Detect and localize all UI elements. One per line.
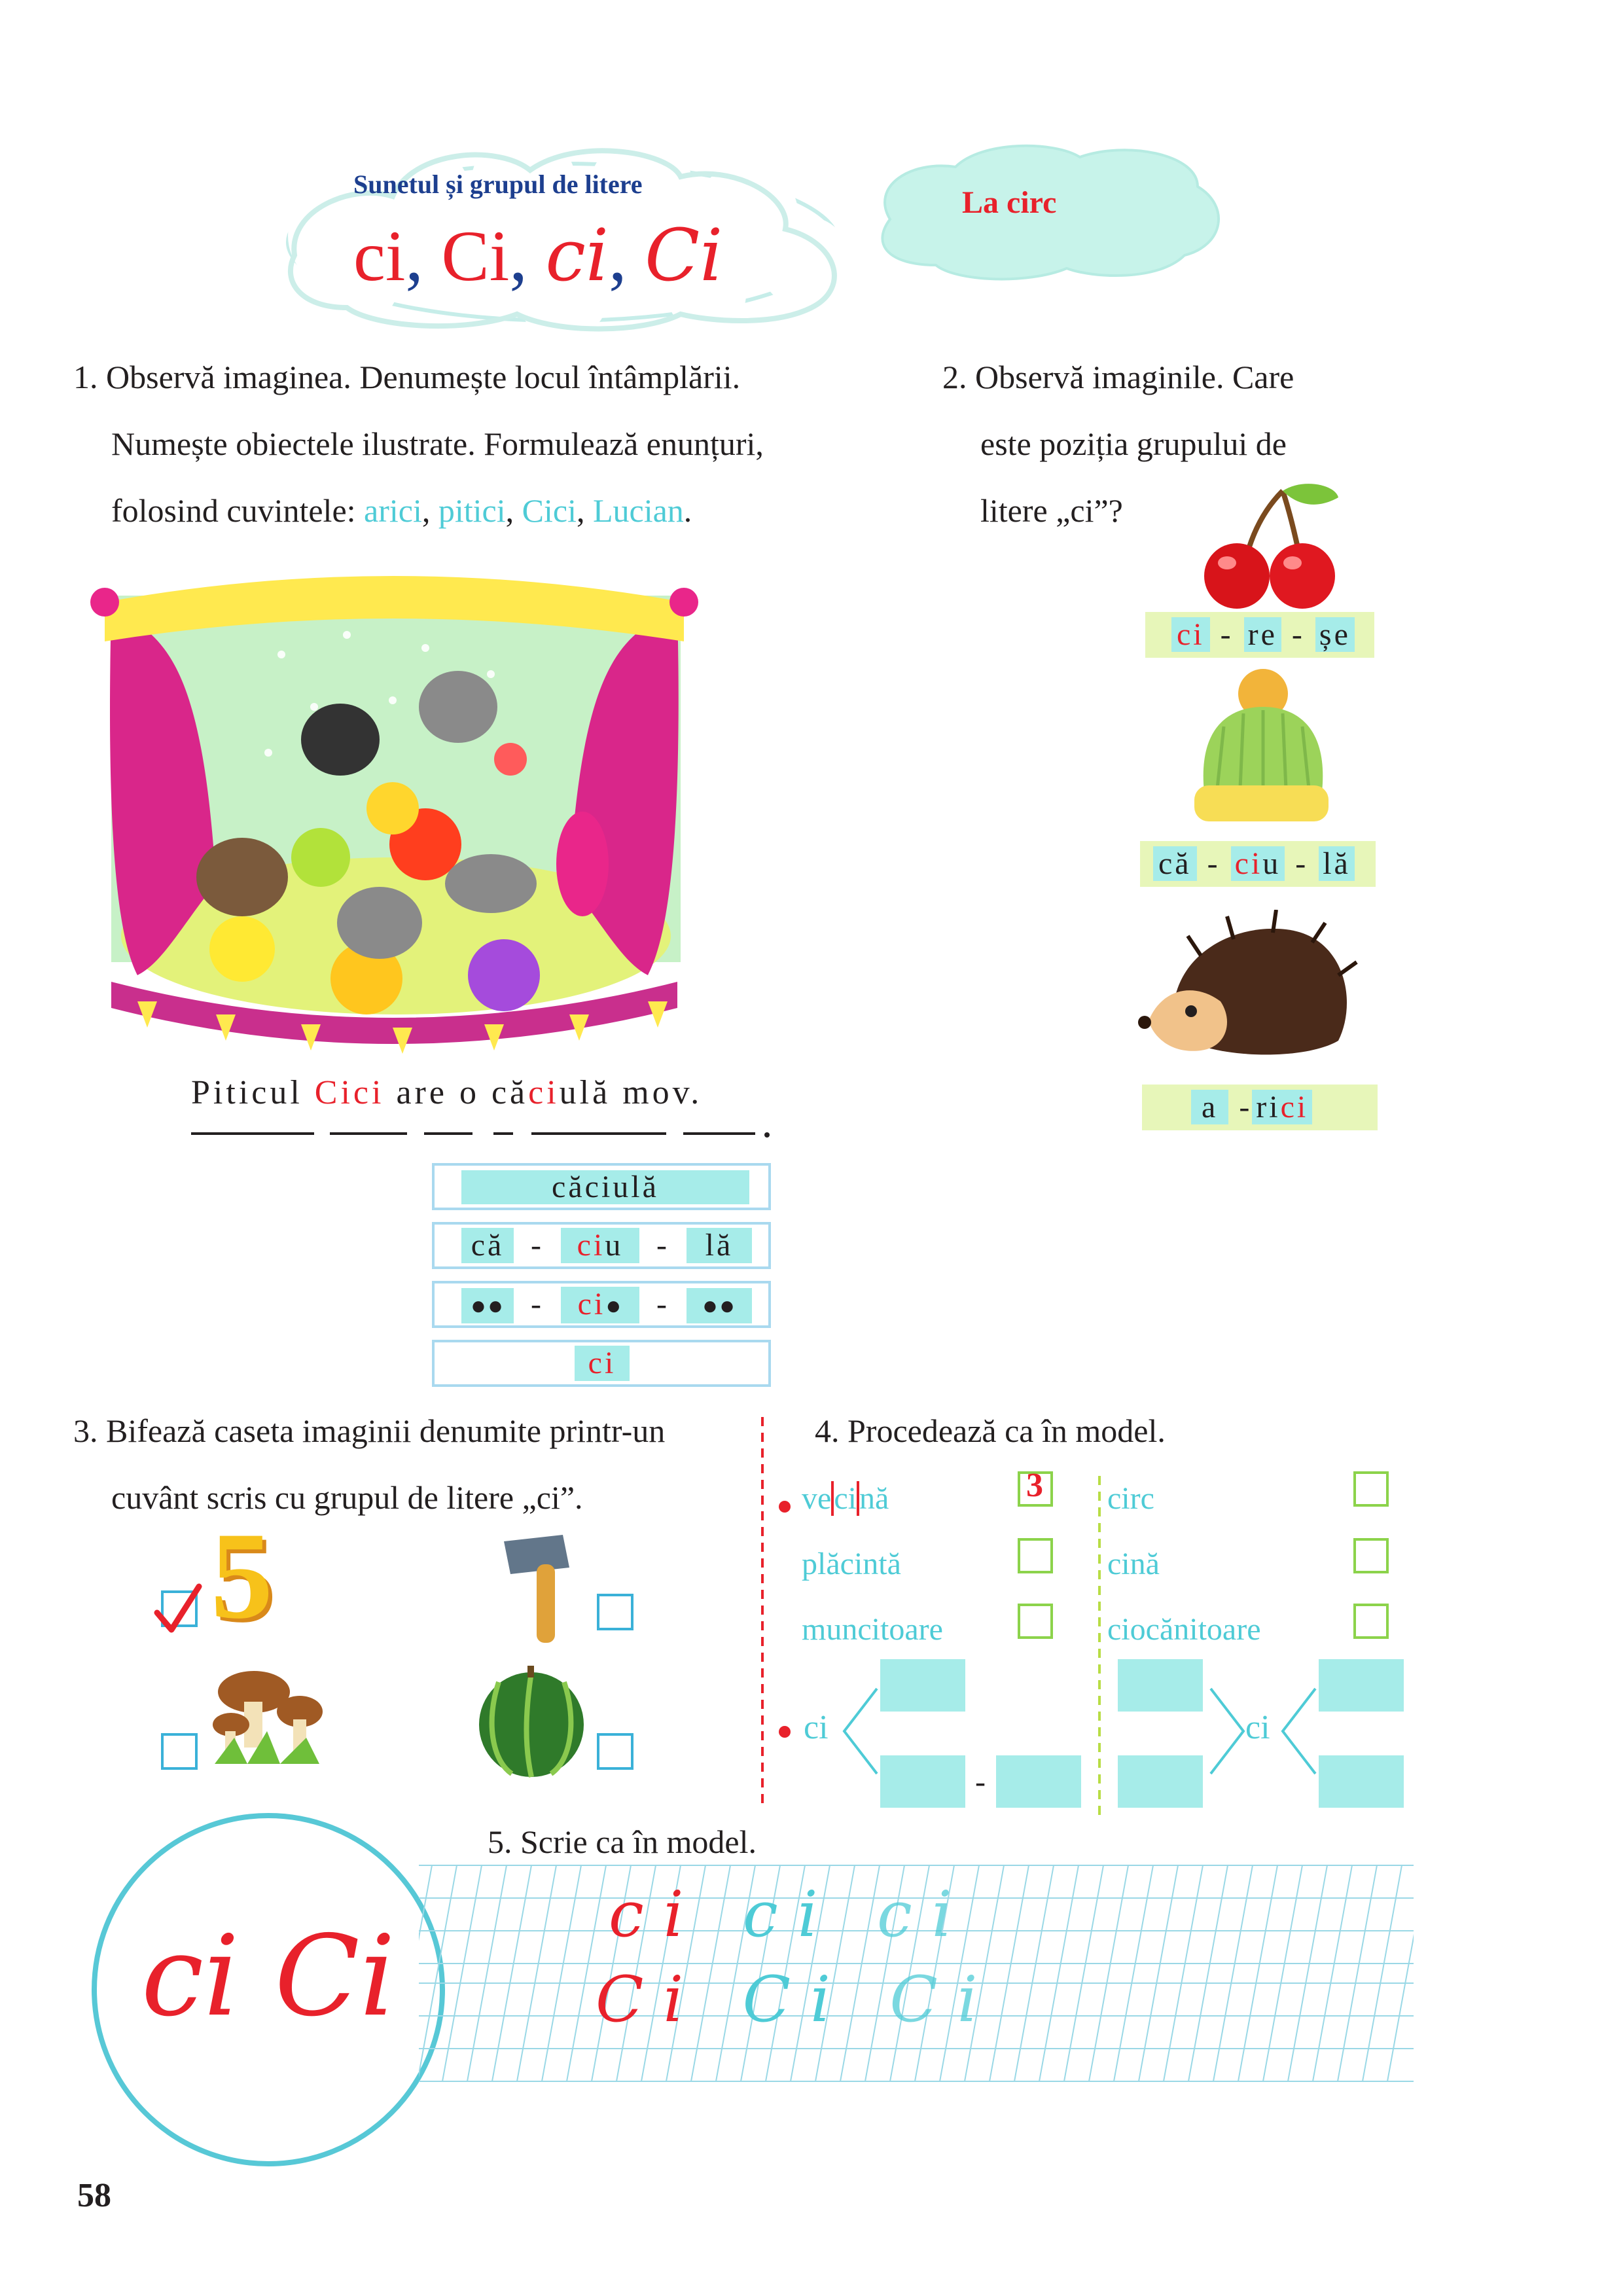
dash: -	[656, 1228, 669, 1263]
ex4-word-circ: circ	[1107, 1481, 1154, 1516]
sounds-2a: ci	[577, 1287, 606, 1321]
letter-ci: ci	[353, 216, 406, 296]
ex4-blank-6[interactable]	[1319, 1659, 1404, 1712]
ex4-box-muncitoare[interactable]	[1018, 1604, 1053, 1639]
scheme-sounds	[461, 1287, 752, 1322]
checkbox-mushrooms[interactable]	[161, 1733, 198, 1770]
sentence-word-5a: că	[491, 1074, 529, 1111]
lesson-topic: La circ	[962, 185, 1057, 220]
row2-model: Ci	[596, 1963, 704, 2036]
page-number: 58	[77, 2177, 111, 2214]
ex1-sentence	[191, 1073, 702, 1112]
checkbox-watermelon[interactable]	[597, 1733, 633, 1770]
ex1-line2: Numește obiectele ilustrate. Formulează enunțuri,	[111, 425, 764, 462]
letter-Ci: Ci	[441, 216, 510, 296]
ex2-word-ciresse	[1145, 612, 1374, 658]
branch-left-icon	[841, 1682, 880, 1780]
ex2-word-caciula	[1140, 841, 1376, 887]
dash: -	[531, 1287, 544, 1321]
caciula-syl-3: lă	[1319, 846, 1355, 881]
syllable-1: că	[461, 1228, 514, 1263]
ex2-word-arici	[1142, 1085, 1378, 1130]
dash: -	[656, 1287, 669, 1321]
lesson-subtitle: Sunetul și grupul de litere	[353, 170, 643, 199]
syllable-2a: ci	[577, 1228, 605, 1263]
bullet	[779, 1501, 791, 1513]
ex5-title: 5. Scrie ca în model.	[488, 1823, 757, 1860]
caciula-syl-2b: u	[1262, 846, 1281, 881]
ex3-line2: cuvânt scris cu grupul de litere „ci”.	[111, 1479, 583, 1516]
ex4-box-cina[interactable]	[1353, 1538, 1389, 1573]
ciresse-syl-3: șe	[1315, 617, 1355, 652]
letter-ci-cursive: ci	[545, 213, 609, 297]
word-cici: Cici	[522, 492, 577, 529]
row1-model: ci	[609, 1878, 704, 1951]
caciula-syl-2a: ci	[1234, 846, 1263, 881]
ex4-blank-4[interactable]	[1118, 1659, 1203, 1712]
ex4-blank-2[interactable]	[880, 1755, 965, 1808]
ex2-line3: litere „ci”?	[980, 492, 1123, 529]
row2-trace-2: Ci	[889, 1963, 997, 2036]
ex1-line3-prefix: folosind cuvintele:	[111, 492, 356, 529]
row1-trace-1: ci	[742, 1878, 838, 1951]
bullet	[779, 1726, 791, 1738]
scheme-syllables	[461, 1228, 752, 1263]
checkmark-icon	[152, 1583, 204, 1635]
scheme-word: căciulă	[461, 1170, 749, 1204]
arici-syl-1: a	[1191, 1090, 1228, 1124]
sentence-word-4: o	[459, 1074, 480, 1111]
sep: ,	[505, 492, 514, 529]
ex4-word-cina: cină	[1107, 1547, 1160, 1581]
dash: -	[1295, 846, 1309, 881]
number-five-icon: 5	[211, 1507, 273, 1645]
checkbox-hammer[interactable]	[597, 1594, 633, 1630]
ex3-line1: 3. Bifează caseta imaginii denumite printr-un	[73, 1412, 666, 1449]
ex2-line1: 2. Observă imaginile. Care	[942, 359, 1294, 395]
arici-syl-2a: ri	[1256, 1090, 1281, 1124]
ex4-model-answer: 3	[1026, 1467, 1043, 1504]
ex4-word-muncitoare: muncitoare	[802, 1612, 943, 1647]
word-lucian: Lucian	[592, 492, 684, 529]
ex5-row-2	[596, 1964, 997, 2036]
word-arici: arici	[364, 492, 422, 529]
ex2-line2: este poziția grupului de	[980, 425, 1287, 462]
ex4-blank-7[interactable]	[1319, 1755, 1404, 1808]
word-pitici: pitici	[438, 492, 506, 529]
knit-hat-icon	[1185, 668, 1335, 831]
sentence-word-2b: ici	[340, 1074, 385, 1111]
comma: ,	[405, 216, 423, 296]
cherries-icon	[1191, 478, 1342, 609]
watermelon-icon	[473, 1662, 590, 1780]
ex4-ci-label-right: ci	[1245, 1709, 1270, 1746]
syllable-3: lă	[687, 1228, 752, 1263]
ex1-line1: 1. Observă imaginea. Denumește locul întâmplării.	[73, 359, 741, 395]
ex4-ci-label-left: ci	[804, 1709, 829, 1746]
sentence-word-6: mov	[622, 1074, 691, 1111]
sentence-scheme-lines	[191, 1126, 780, 1145]
ex4-blank-5[interactable]	[1118, 1755, 1203, 1808]
ex4-inner-divider	[1093, 1476, 1106, 1816]
sounds-1: ●●	[461, 1288, 514, 1323]
ex4-blank-1[interactable]	[880, 1659, 965, 1712]
ex4-box-circ[interactable]	[1353, 1471, 1389, 1507]
row2-trace-1: Ci	[742, 1963, 850, 2036]
sep: ,	[576, 492, 585, 529]
lesson-letters	[353, 213, 723, 297]
circus-stage-illustration	[85, 556, 704, 1067]
ex4-box-placinta[interactable]	[1018, 1538, 1053, 1573]
sentence-word-3: are	[396, 1074, 448, 1111]
dash: -	[1220, 617, 1234, 652]
sep: ,	[421, 492, 431, 529]
sounds-3: ●●	[687, 1288, 752, 1323]
model-part-b: ci	[831, 1481, 857, 1516]
hedgehog-icon	[1135, 910, 1358, 1067]
ex4-box-ciocanitoare[interactable]	[1353, 1604, 1389, 1639]
ex5-big-model: ci Ci	[141, 1912, 396, 2041]
dash: -	[1239, 1090, 1253, 1124]
ex4-model-word	[802, 1480, 889, 1516]
ex3-ex4-divider	[756, 1417, 769, 1810]
scheme-group: ci	[575, 1346, 630, 1381]
arici-syl-2b: ci	[1280, 1090, 1309, 1124]
ex4-title: 4. Procedează ca în model.	[815, 1412, 1166, 1449]
row1-trace-2: ci	[876, 1878, 972, 1951]
ex4-dash: -	[975, 1765, 986, 1799]
caciula-syl-1: că	[1153, 846, 1197, 881]
dash: -	[1291, 617, 1305, 652]
ex4-word-ciocanitoare: ciocănitoare	[1107, 1612, 1261, 1647]
dash: -	[531, 1228, 544, 1263]
model-part-c: nă	[857, 1481, 889, 1516]
dash: -	[1207, 846, 1221, 881]
branch-right-icon	[1207, 1682, 1247, 1780]
comma: ,	[509, 216, 527, 296]
comma: ,	[609, 216, 627, 296]
end: .	[683, 492, 692, 529]
sentence-word-1: Piticul	[191, 1074, 303, 1111]
sentence-word-5b: ci	[528, 1074, 560, 1111]
ex3-instructions	[73, 1397, 780, 1531]
letter-Ci-cursive: Ci	[645, 213, 723, 297]
sentence-word-5c: ulă	[559, 1074, 611, 1111]
ex1-instructions	[73, 344, 924, 544]
ex1-line3	[73, 477, 924, 544]
ciresse-syl-2: re	[1244, 617, 1281, 652]
sentence-end: .	[690, 1074, 703, 1111]
ex4-word-placinta: plăcintă	[802, 1547, 901, 1581]
branch-left-icon-2	[1279, 1682, 1319, 1780]
syllable-2b: u	[605, 1228, 624, 1263]
ex5-row-1	[609, 1878, 971, 1950]
sentence-word-2a: C	[314, 1074, 341, 1111]
ex4-blank-3[interactable]	[996, 1755, 1081, 1808]
mushrooms-icon	[208, 1666, 326, 1770]
sounds-2b: ●	[605, 1291, 623, 1320]
ciresse-syl-1: ci	[1171, 617, 1210, 652]
hammer-icon	[497, 1528, 589, 1646]
model-part-a: ve	[802, 1481, 832, 1516]
